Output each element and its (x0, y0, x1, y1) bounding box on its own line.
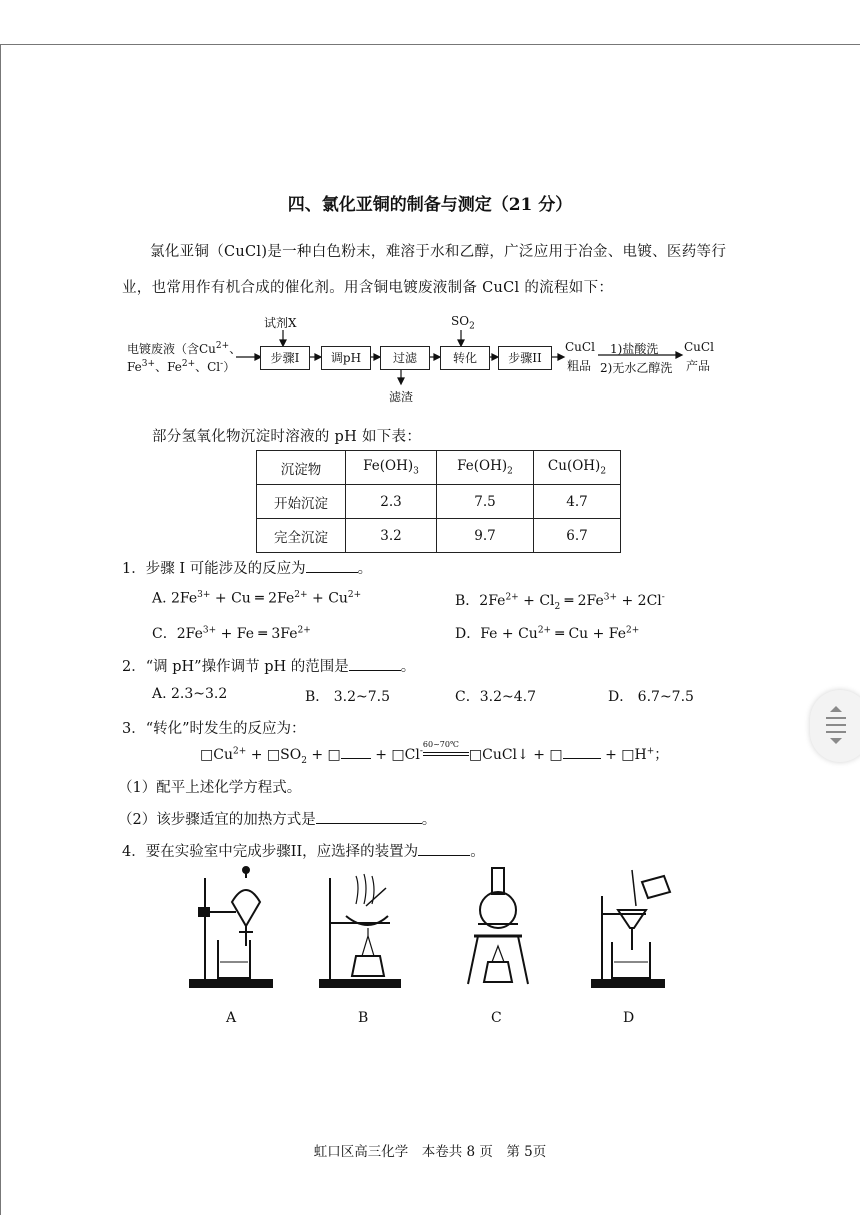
apparatus-label-d: D (623, 1010, 635, 1026)
so2-label: $SO_2$ (451, 314, 475, 332)
table-header: $Cu(OH)_2$ (534, 451, 621, 485)
table-cell: 7.5 (437, 485, 534, 519)
answer-blank[interactable] (563, 744, 601, 759)
table-header-row (257, 451, 621, 485)
reagent-x-label: 试剂X (264, 316, 297, 330)
table-header: 沉淀物 (257, 451, 346, 485)
apparatus-a-separatory-funnel (190, 867, 272, 987)
answer-blank[interactable] (349, 656, 401, 671)
question-2-option-c: C．3.2~4.7 (455, 689, 536, 705)
residue-label: 滤渣 (389, 390, 414, 404)
crude-label-2: 粗品 (567, 359, 592, 373)
table-intro: 部分氢氧化物沉淀时溶液的 pH 如下表： (152, 429, 422, 445)
section-title: 四、氯化亚铜的制备与测定（21 分） (287, 195, 573, 215)
question-1-stem: 1．步骤 I 可能涉及的反应为 。 (122, 557, 372, 578)
flow-step-filter: 过滤 (380, 346, 430, 370)
crude-label-1: CuCl (565, 340, 595, 354)
answer-blank[interactable] (418, 841, 470, 856)
scroll-arrows-icon (816, 690, 856, 762)
question-3-stem: 3．“转化”时发生的反应为： (122, 721, 306, 737)
feed-label-line2: $Fe^{3+}$、$Fe^{2+}$、Cl-） (127, 359, 236, 374)
wash-step-2: 2)无水乙醇洗 (600, 361, 673, 375)
question-2-option-a: A. 2.3~3.2 (152, 686, 228, 702)
wash-step-1: 1)盐酸洗 (610, 342, 659, 356)
question-2-option-b: B． 3.2~7.5 (305, 689, 390, 705)
answer-blank[interactable] (341, 744, 371, 759)
table-cell: 开始沉淀 (257, 485, 346, 519)
apparatus-b-evaporating-dish (320, 874, 400, 987)
page-footer: 虹口区高三化学 本卷共 8 页 第 5页 (313, 1144, 547, 1160)
table-cell: 4.7 (534, 485, 621, 519)
table-row (257, 519, 621, 553)
intro-line-1: 氯化亚铜（CuCl)是一种白色粉末，难溶于水和乙醇，广泛应用于冶金、电镀、医药等行 (150, 244, 727, 260)
product-label-1: CuCl (684, 340, 714, 354)
table-row (257, 485, 621, 519)
question-3-sub-2: （2）该步骤适宜的加热方式是 。 (118, 808, 436, 829)
table-cell: 9.7 (437, 519, 534, 553)
table-header: $Fe(OH)_3$ (346, 451, 437, 485)
flow-step-2: 步骤II (498, 346, 552, 370)
question-1-option-d: D．$Fe + Cu^{2+}$ ═ $Cu + Fe^{2+}$ (455, 625, 640, 642)
question-2-stem: 2．“调 pH”操作调节 pH 的范围是 。 (122, 655, 415, 676)
flow-step-convert: 转化 (440, 346, 490, 370)
product-label-2: 产品 (686, 359, 711, 373)
answer-blank[interactable] (306, 558, 358, 573)
table-cell: 6.7 (534, 519, 621, 553)
apparatus-d-filtration (592, 870, 670, 987)
question-2-option-d: D． 6.7~7.5 (608, 689, 694, 705)
feed-label-line1: 电镀废液（含$Cu^{2+}$、 (127, 341, 242, 356)
table-header: $Fe(OH)_2$ (437, 451, 534, 485)
flow-step-1: 步骤I (260, 346, 310, 370)
answer-blank[interactable] (316, 809, 422, 824)
table-cell: 2.3 (346, 485, 437, 519)
page-top-border (0, 44, 860, 45)
ph-table (256, 450, 621, 553)
reaction-condition: 60~70℃ (422, 740, 459, 749)
page-left-border (0, 44, 1, 1215)
question-3-equation: $□Cu^{2+}$ + $□SO_2$ + □ + □Cl- 60~70℃ □CuCl↓ + □ + □H+； (200, 740, 669, 766)
question-4-stem: 4．要在实验室中完成步骤II，应选择的装置为 。 (122, 840, 485, 861)
flow-step-adjust-ph: 调pH (321, 346, 371, 370)
table-cell: 完全沉淀 (257, 519, 346, 553)
table-cell: 3.2 (346, 519, 437, 553)
apparatus-label-a: A (226, 1010, 237, 1026)
apparatus-drawings (0, 866, 860, 996)
apparatus-label-b: B (358, 1010, 369, 1026)
apparatus-label-c: C (491, 1010, 502, 1026)
question-3-sub-1: （1）配平上述化学方程式。 (118, 780, 302, 796)
intro-line-2: 业，也常用作有机合成的催化剂。用含铜电镀废液制备 CuCl 的流程如下： (122, 280, 614, 296)
floating-scroll-button[interactable] (810, 690, 860, 762)
question-1-option-b: B．$2Fe^{2+} + Cl_2$ ═ $2Fe^{3+} + 2Cl^-$ (455, 592, 665, 612)
apparatus-c-distillation-flask (468, 868, 528, 984)
question-1-option-a: A. $2Fe^{3+} + Cu$ ═ $2Fe^{2+} + Cu^{2+}$ (152, 590, 362, 607)
question-1-option-c: C．$2Fe^{3+} + Fe$ ═ $3Fe^{2+}$ (152, 625, 311, 642)
